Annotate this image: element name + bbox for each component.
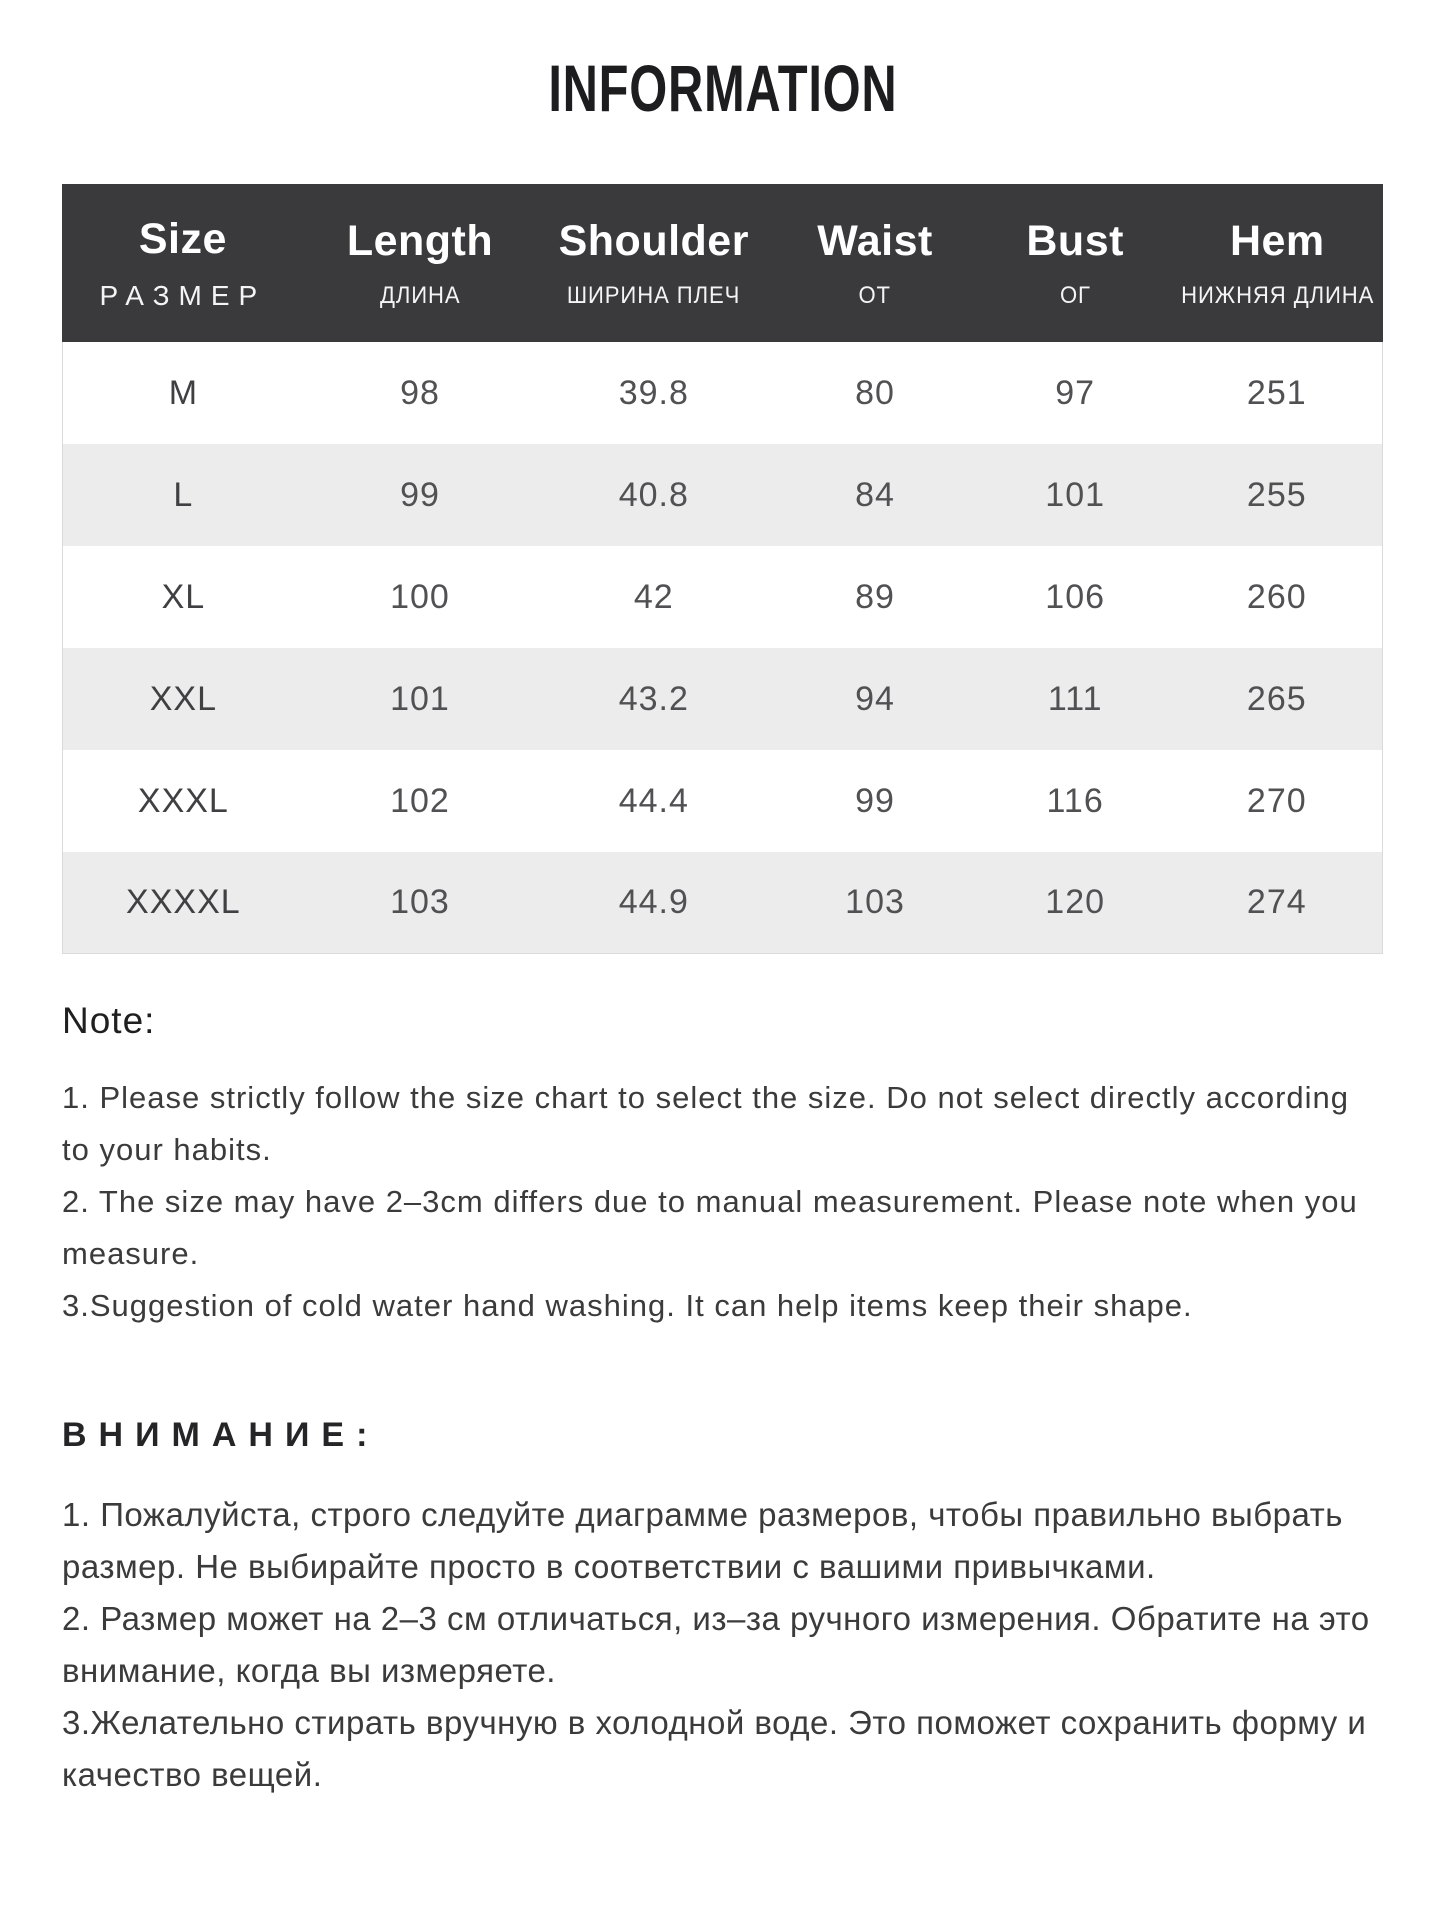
measurement-cell: 270 — [1172, 750, 1383, 852]
measurement-cell: 116 — [979, 750, 1172, 852]
measurement-cell: 43.2 — [536, 648, 771, 750]
measurement-cell: 39.8 — [536, 342, 771, 444]
note-item: 3.Suggestion of cold water hand washing. It can help items keep their shape. — [62, 1288, 1193, 1323]
column-header-hem — [1172, 184, 1383, 342]
measurement-cell: 120 — [979, 852, 1172, 954]
size-cell: XXXXL — [62, 852, 304, 954]
measurement-cell: 42 — [536, 546, 771, 648]
column-label-ru: РАЗМЕР — [99, 279, 267, 311]
measurement-cell: 94 — [771, 648, 978, 750]
measurement-cell: 274 — [1172, 852, 1383, 954]
measurement-cell: 106 — [979, 546, 1172, 648]
measurement-cell: 101 — [979, 444, 1172, 546]
size-cell: L — [62, 444, 304, 546]
column-label-en: Bust — [1026, 216, 1124, 265]
column-label-ru: ШИРИНА ПЛЕЧ — [567, 281, 741, 309]
measurement-cell: 265 — [1172, 648, 1383, 750]
table-row — [62, 546, 1383, 648]
table-row — [62, 342, 1383, 444]
measurement-cell: 255 — [1172, 444, 1383, 546]
column-header-shoulder — [536, 184, 771, 342]
column-label-en: Size — [138, 214, 227, 263]
note-heading-ru: ВНИМАНИЕ: — [62, 1416, 380, 1454]
measurement-cell: 99 — [304, 444, 536, 546]
table-row — [62, 750, 1383, 852]
measurement-cell: 251 — [1172, 342, 1383, 444]
measurement-cell: 44.9 — [536, 852, 771, 954]
measurement-cell: 100 — [304, 546, 536, 648]
column-label-en: Shoulder — [558, 216, 749, 265]
size-cell: M — [62, 342, 304, 444]
measurement-cell: 260 — [1172, 546, 1383, 648]
note-item: 1. Please strictly follow the size chart to select the size. Do not select directly according to your habits. — [62, 1080, 1350, 1167]
measurement-cell: 97 — [979, 342, 1172, 444]
column-label-ru: НИЖНЯЯ ДЛИНА — [1180, 281, 1374, 309]
size-chart-table — [62, 184, 1383, 954]
column-header-bust — [979, 184, 1172, 342]
column-header-waist — [771, 184, 978, 342]
note-heading-en: Note: — [62, 1000, 156, 1041]
measurement-cell: 44.4 — [536, 750, 771, 852]
measurement-cell: 89 — [771, 546, 978, 648]
note-item: 2. The size may have 2–3cm differs due to manual measurement. Please note when you measure. — [62, 1184, 1358, 1271]
column-label-ru: ОТ — [858, 281, 892, 309]
column-label-en: Length — [346, 216, 494, 265]
measurement-cell: 102 — [304, 750, 536, 852]
column-header-size — [62, 184, 304, 342]
column-label-ru: ДЛИНА — [379, 281, 461, 309]
note-item: 1. Пожалуйста, строго следуйте диаграмме размеров, чтобы правильно выбрать размер. Не выбирайте просто в соответствии с вашими привычками. — [62, 1496, 1343, 1585]
size-cell: XL — [62, 546, 304, 648]
measurement-cell: 111 — [979, 648, 1172, 750]
page-title — [62, 50, 1383, 126]
measurement-cell: 84 — [771, 444, 978, 546]
table-row — [62, 444, 1383, 546]
size-cell: XXL — [62, 648, 304, 750]
table-header-row — [62, 184, 1383, 342]
measurement-cell: 103 — [771, 852, 978, 954]
measurement-cell: 40.8 — [536, 444, 771, 546]
column-label-en: Waist — [817, 216, 933, 265]
column-label-ru: ОГ — [1059, 281, 1091, 309]
page-title-text: INFORMATION — [547, 51, 898, 125]
measurement-cell: 103 — [304, 852, 536, 954]
table-row — [62, 852, 1383, 954]
measurement-cell: 99 — [771, 750, 978, 852]
measurement-cell: 80 — [771, 342, 978, 444]
note-section-en — [62, 1000, 1383, 1332]
note-item: 3.Желательно стирать вручную в холодной воде. Это поможет сохранить форму и качество вещей. — [62, 1704, 1367, 1793]
size-cell: XXXL — [62, 750, 304, 852]
column-header-length — [304, 184, 536, 342]
table-row — [62, 648, 1383, 750]
measurement-cell: 98 — [304, 342, 536, 444]
measurement-cell: 101 — [304, 648, 536, 750]
column-label-en: Hem — [1229, 216, 1325, 265]
note-section-ru — [62, 1416, 1383, 1801]
note-item: 2. Размер может на 2–3 см отличаться, из–за ручного измерения. Обратите на это внимание, когда вы измеряете. — [62, 1600, 1370, 1689]
